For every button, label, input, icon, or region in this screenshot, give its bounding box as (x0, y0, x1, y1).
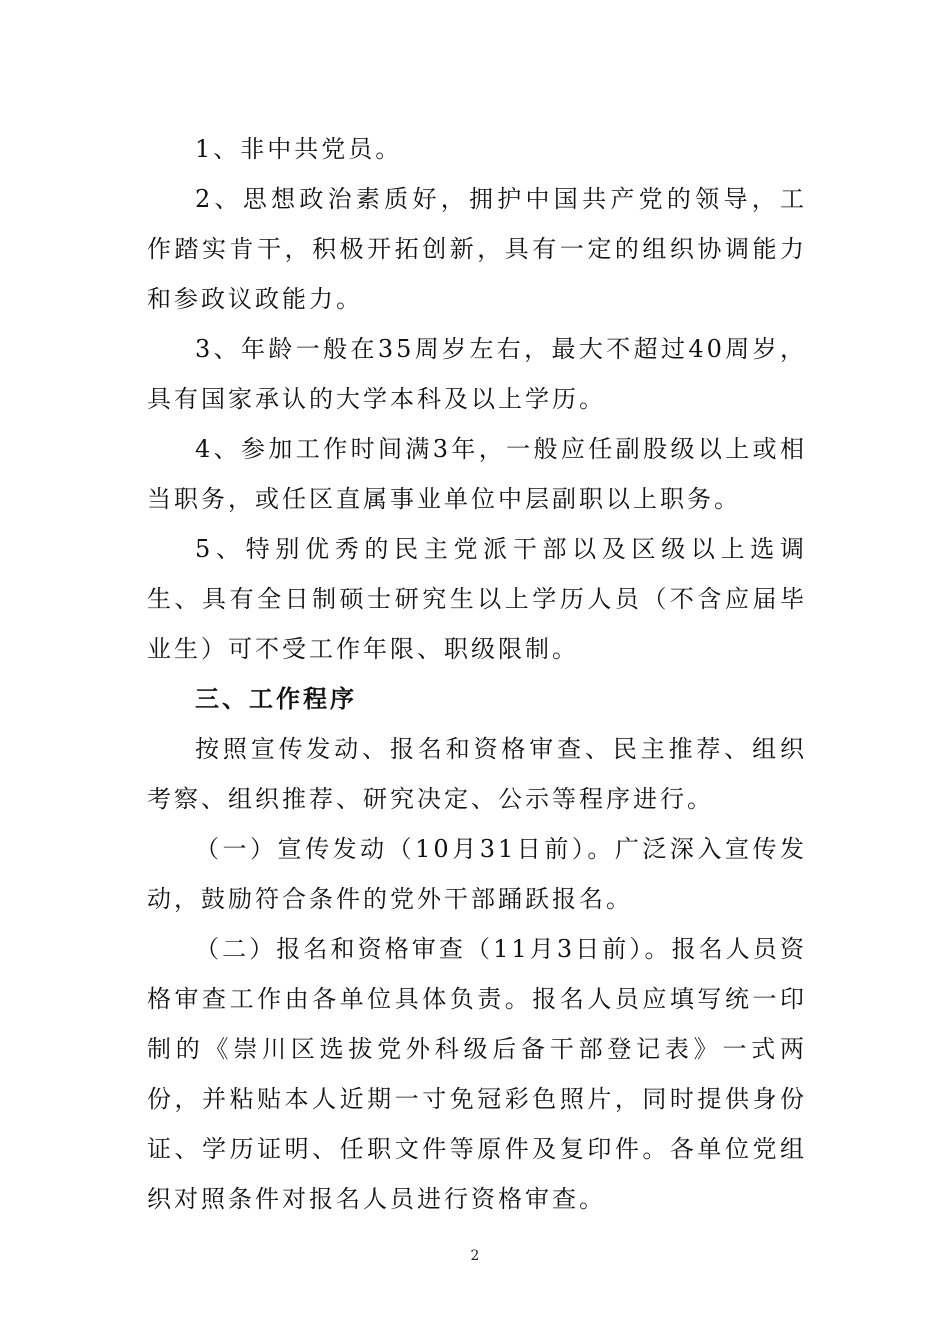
page-number: 2 (470, 1248, 480, 1264)
procedure-step-1: （一）宣传发动（10月31日前）。广泛深入宣传发动，鼓励符合条件的党外干部踊跃报名。 (147, 835, 807, 913)
requirement-3: 3、年龄一般在35周岁左右，最大不超过40周岁，具有国家承认的大学本科及以上学历。 (147, 335, 807, 413)
section-heading: 三、工作程序 (195, 685, 357, 713)
document-body (147, 124, 807, 1224)
requirement-2: 2、思想政治素质好，拥护中国共产党的领导，工作踏实肯干，积极开拓创新，具有一定的组织协调能力和参政议政能力。 (147, 185, 807, 313)
procedure-step-2: （二）报名和资格审查（11月3日前）。报名人员资格审查工作由各单位具体负责。报名人员应填写统一印制的《崇川区选拔党外科级后备干部登记表》一式两份，并粘贴本人近期一寸免冠彩色照片，同时提供身份证、学历证明、任职文件等原件及复印件。各单位党组织对照条件对报名人员进行资格审查。 (147, 935, 807, 1213)
requirement-5: 5、特别优秀的民主党派干部以及区级以上选调生、具有全日制硕士研究生以上学历人员（不含应届毕业生）可不受工作年限、职级限制。 (147, 535, 807, 663)
requirement-4: 4、参加工作时间满3年，一般应任副股级以上或相当职务，或任区直属事业单位中层副职以上职务。 (147, 435, 807, 513)
requirement-1: 1、非中共党员。 (195, 135, 403, 163)
procedure-overview: 按照宣传发动、报名和资格审查、民主推荐、组织考察、组织推荐、研究决定、公示等程序进行。 (147, 735, 807, 813)
